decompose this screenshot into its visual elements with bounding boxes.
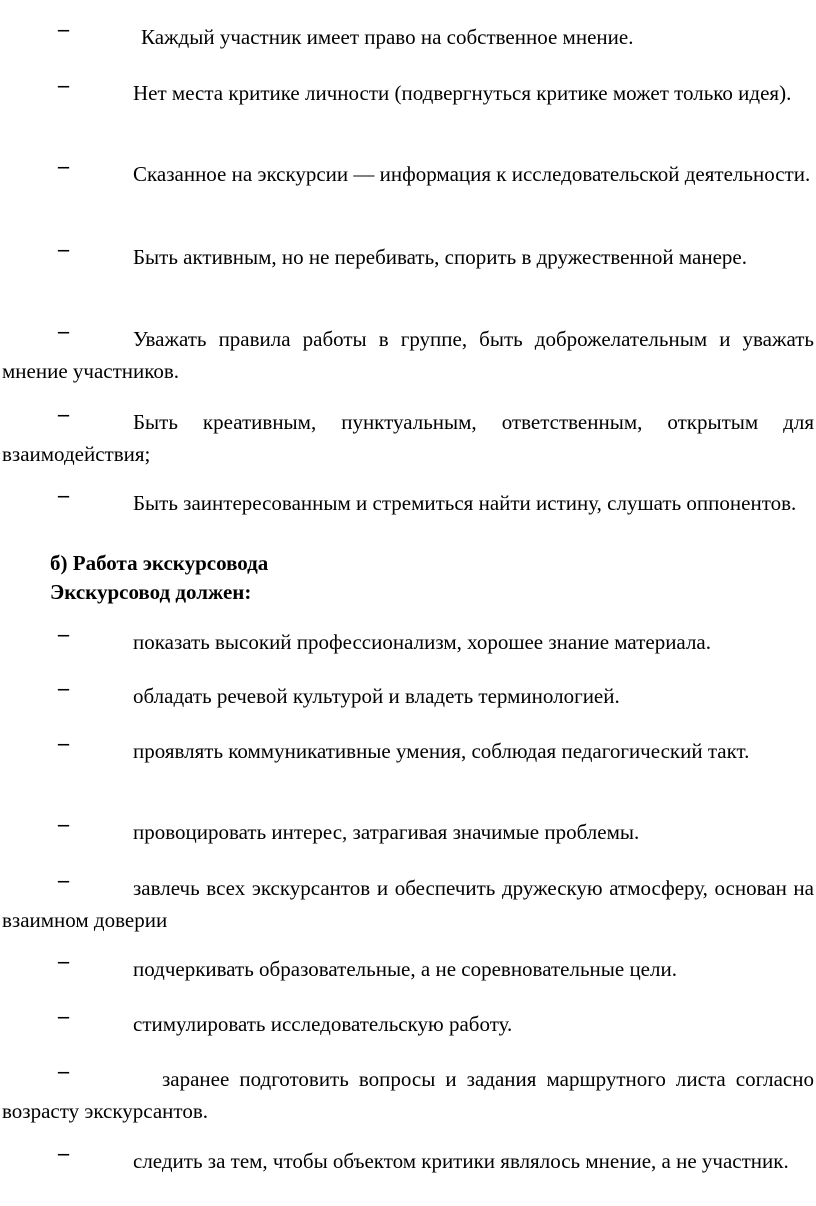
list-item [2, 16, 814, 53]
list-item [2, 675, 814, 712]
dash-bullet-icon: ‒ [58, 1140, 69, 1165]
list-item [2, 1003, 814, 1040]
list-item [2, 867, 814, 936]
list-item [2, 811, 814, 848]
dash-bullet-icon: ‒ [58, 401, 69, 426]
list-item [2, 482, 814, 519]
list-item [2, 318, 814, 387]
list-item-text: стимулировать исследовательскую работу. [133, 1012, 513, 1036]
dash-bullet-icon: ‒ [58, 730, 69, 755]
list-item-text: Быть заинтересованным и стремиться найти истину, слушать оппонентов. [133, 491, 797, 515]
list-item-text: завлечь всех экскурсантов и обеспечить дружескую атмосферу, основан на взаимном доверии [2, 876, 814, 932]
list-item-text: заранее подготовить вопросы и задания маршрутного листа согласно возрасту экскурсантов. [2, 1067, 814, 1123]
list-item-text: Сказанное на экскурсии — информация к исследовательской деятельности. [133, 162, 811, 186]
list-item [2, 1058, 814, 1127]
sub-heading: Экскурсовод должен: [50, 580, 252, 604]
list-item-text: следить за тем, чтобы объектом критики являлось мнение, а не участник. [133, 1149, 789, 1173]
list-item-text: Быть креативным, пунктуальным, ответственным, открытым для взаимодействия; [2, 410, 814, 466]
dash-bullet-icon: ‒ [58, 153, 69, 178]
dash-bullet-icon: ‒ [58, 318, 69, 343]
list-item [2, 153, 814, 190]
dash-bullet-icon: ‒ [58, 236, 69, 261]
section-heading: б) Работа экскурсовода [50, 551, 269, 575]
dash-bullet-icon: ‒ [58, 948, 69, 973]
dash-bullet-icon: ‒ [58, 621, 69, 646]
dash-bullet-icon: ‒ [58, 482, 69, 507]
dash-bullet-icon: ‒ [58, 72, 69, 97]
list-item [2, 730, 814, 767]
list-item [2, 236, 814, 273]
dash-bullet-icon: ‒ [58, 1003, 69, 1028]
dash-bullet-icon: ‒ [58, 675, 69, 700]
dash-bullet-icon: ‒ [58, 1058, 69, 1083]
list-item-text: подчеркивать образовательные, а не соревновательные цели. [133, 957, 677, 981]
list-item-text: обладать речевой культурой и владеть терминологией. [133, 684, 620, 708]
dash-bullet-icon: ‒ [58, 811, 69, 836]
list-item-text: проявлять коммуникативные умения, соблюдая педагогический такт. [133, 739, 750, 763]
list-item-text: Уважать правила работы в группе, быть доброжелательным и уважать мнение участников. [2, 327, 814, 383]
list-item-text: Нет места критике личности (подвергнуться критике может только идея). [133, 81, 792, 105]
list-item [2, 401, 814, 470]
list-item [2, 1140, 814, 1177]
dash-bullet-icon: ‒ [58, 16, 69, 41]
list-item-text: показать высокий профессионализм, хорошее знание материала. [133, 630, 711, 654]
list-item [2, 948, 814, 985]
list-item [2, 621, 814, 658]
list-item-text: Быть активным, но не перебивать, спорить в дружественной манере. [133, 245, 748, 269]
dash-bullet-icon: ‒ [58, 867, 69, 892]
list-item-text: провоцировать интерес, затрагивая значимые проблемы. [133, 820, 640, 844]
list-item-text: Каждый участник имеет право на собственное мнение. [141, 25, 634, 49]
list-item [2, 72, 814, 109]
